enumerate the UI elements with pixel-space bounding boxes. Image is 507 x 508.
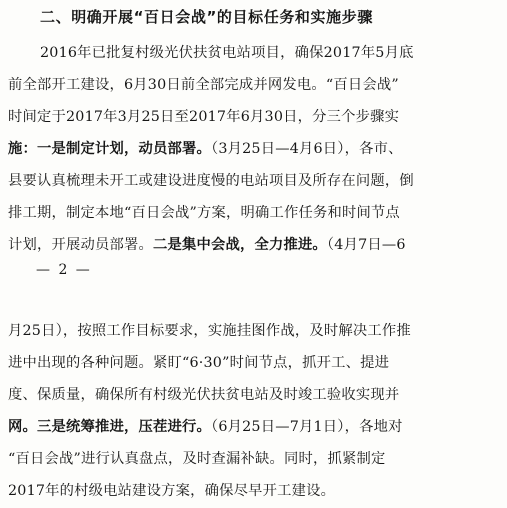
paragraph1-line2: 前全部开工建设，6月30日前全部完成并网发电。“百日会战” <box>8 77 399 93</box>
paragraph1-line6: 排工期，制定本地“百日会战”方案，明确工作任务和时间节点 <box>8 205 400 221</box>
step-two-heading: 二是集中会战，全力推进。 <box>152 237 327 253</box>
step-three-dates: （6月25日—7月1日），各地对 <box>210 419 403 435</box>
paragraph1-line7 <box>8 232 499 258</box>
paragraph2-line1: 月25日），按照工作目标要求，实施挂图作战，及时解决工作推 <box>8 323 411 339</box>
page-number: — 2 — <box>36 262 92 278</box>
paragraph2-line5: “百日会战”进行认真盘点，及时查漏补缺。同时，抓紧制定 <box>8 451 386 467</box>
step-three-heading: 网。三是统筹推进，压茬进行。 <box>8 419 211 435</box>
paragraph2-line3: 度、保质量，确保所有村级光伏扶贫电站及时竣工验收实现并 <box>8 387 400 403</box>
paragraph1-line7-text: 计划，开展动员部署。 <box>8 237 153 253</box>
paragraph1-line1: 2016年已批复村级光伏扶贫电站项目，确保2017年5月底 <box>40 45 414 61</box>
paragraph1-line5: 县要认真梳理未开工或建设进度慢的电站项目及所存在问题，倒 <box>8 173 414 189</box>
step-one-dates: （3月25日—4月6日），各市、 <box>210 141 403 157</box>
paragraph2-line4 <box>8 414 499 440</box>
paragraph1-line4 <box>8 136 499 162</box>
paragraph2-line6: 2017年的村级电站建设方案，确保尽早开工建设。 <box>8 483 336 499</box>
step-one-heading: 施：一是制定计划，动员部署。 <box>8 141 211 157</box>
paragraph1-line3: 时间定于2017年3月25日至2017年6月30日，分三个步骤实 <box>8 109 400 125</box>
section-title: 二、明确开展“百日会战”的目标任务和实施步骤 <box>40 8 373 26</box>
paragraph2-line2: 进中出现的各种问题。紧盯“6·30”时间节点，抓开工、提进 <box>8 355 390 371</box>
step-two-dates: （4月7日—6 <box>326 237 406 253</box>
